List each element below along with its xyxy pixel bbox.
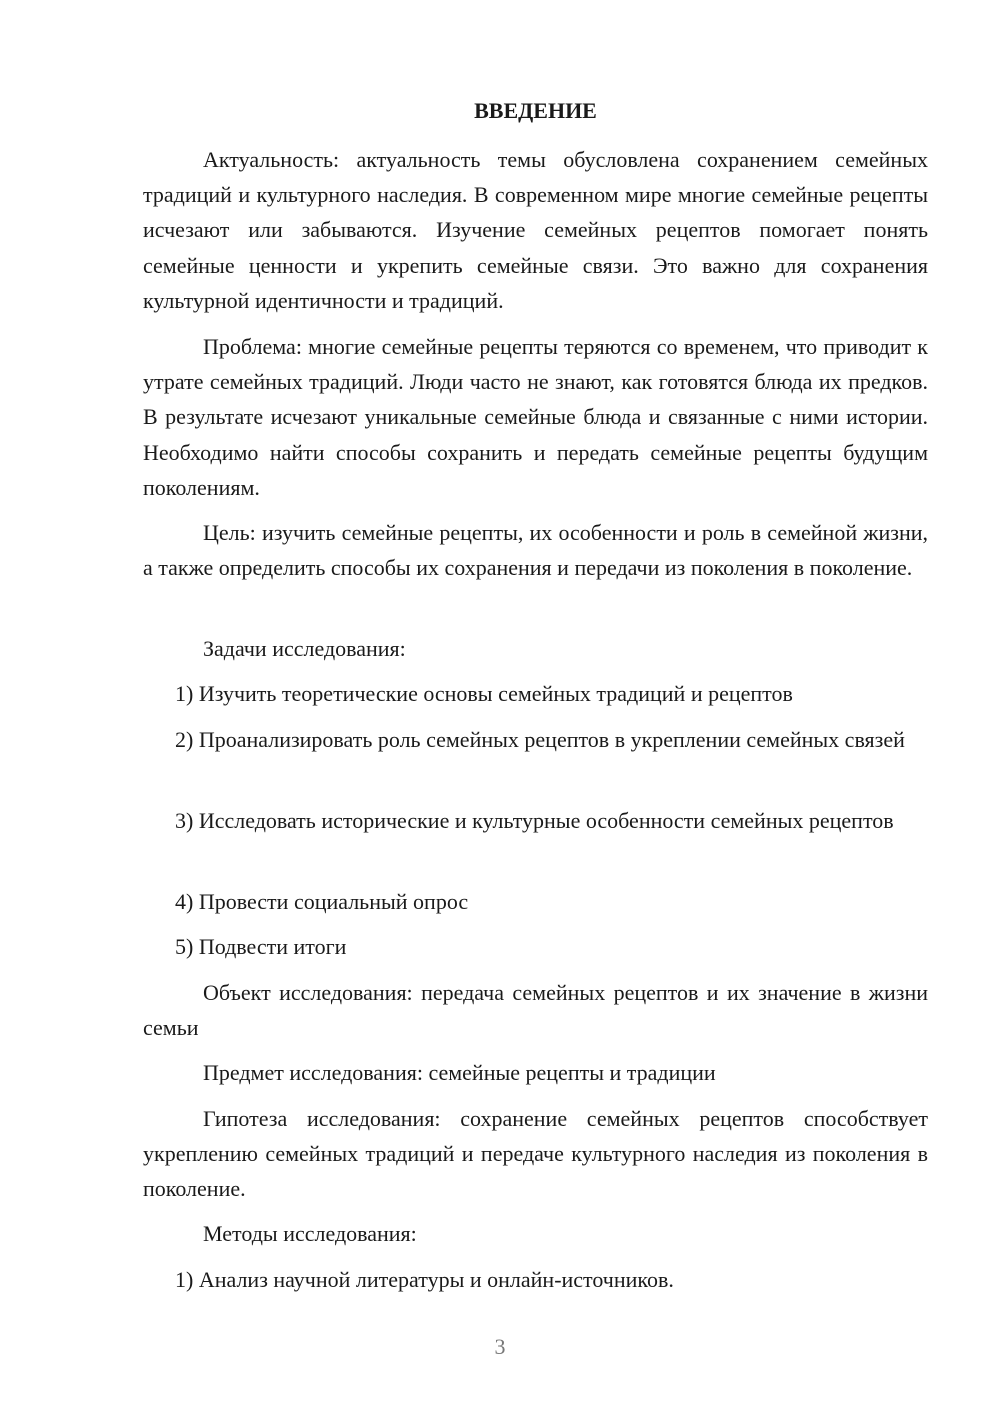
task-item-2: 2) Проанализировать роль семейных рецептов в укреплении семейных связей (175, 727, 905, 752)
task-item-1: 1) Изучить теоретические основы семейных традиций и рецептов (175, 681, 793, 706)
task-item-5: 5) Подвести итоги (175, 934, 347, 959)
goal-paragraph: Цель: изучить семейные рецепты, их особенности и роль в семейной жизни, а также определить способы их сохранения и передачи из поколения в поколение. (143, 520, 928, 581)
task-item-4: 4) Провести социальный опрос (175, 889, 469, 914)
section-heading: ВВЕДЕНИЕ (474, 98, 597, 123)
problem-paragraph: Проблема: многие семейные рецепты теряются со временем, что приводит к утрате семейных традиций. Люди часто не знают, как готовятся блюда их предков. В результате исчезают уникальные семейные блюда и связанные с ними истории. Необходимо найти способы сохранить и передать семейные рецепты будущим поколениям. (143, 334, 928, 500)
page-number: 3 (494, 1334, 506, 1359)
relevance-paragraph: Актуальность: актуальность темы обусловлена сохранением семейных традиций и культурного наследия. В современном мире многие семейные рецепты исчезают или забываются. Изучение семейных рецептов помогает понять семейные ценности и укрепить семейные связи. Это важно для сохранения культурной идентичности и традиций. (143, 147, 928, 313)
method-item-1: 1) Анализ научной литературы и онлайн-источников. (175, 1267, 674, 1292)
methods-title: Методы исследования: (203, 1221, 417, 1246)
task-item-3: 3) Исследовать исторические и культурные особенности семейных рецептов (175, 808, 894, 833)
tasks-title: Задачи исследования: (203, 636, 406, 661)
hypothesis-paragraph: Гипотеза исследования: сохранение семейных рецептов способствует укреплению семейных традиций и передаче культурного наследия из поколения в поколение. (143, 1106, 928, 1202)
subject-paragraph: Предмет исследования: семейные рецепты и традиции (203, 1060, 716, 1085)
object-paragraph: Объект исследования: передача семейных рецептов и их значение в жизни семьи (143, 980, 928, 1041)
